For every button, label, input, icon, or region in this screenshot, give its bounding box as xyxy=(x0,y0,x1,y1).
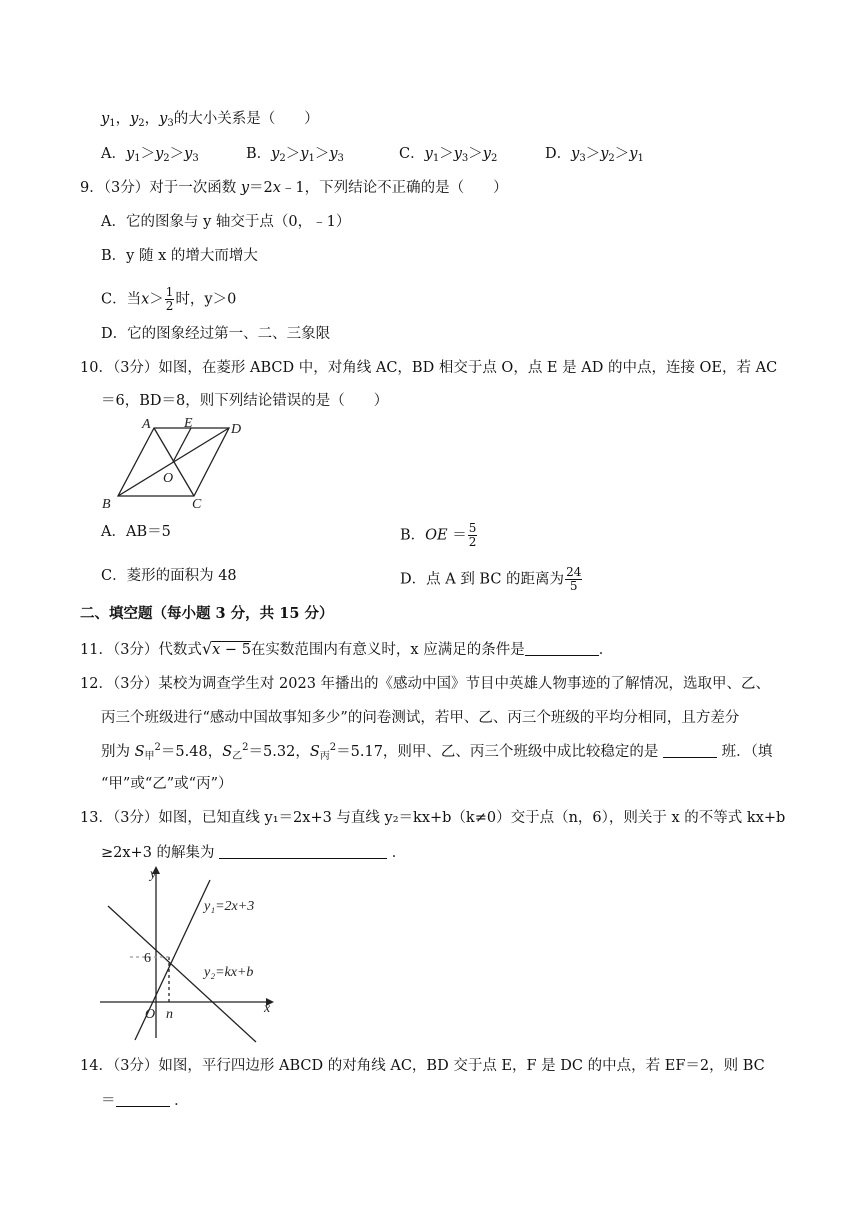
q14-line1: 14．（3分）如图，平行四边形 ABCD 的对角线 AC，BD 交于点 E，F 是 DC 的中点，若 EF＝2，则 BC xyxy=(80,1058,765,1074)
q10-option-d: D．点 A 到 BC 的距离为 $\frac{24}{5}$ xyxy=(400,565,582,593)
q8-option-d: D．$y_3>y_2>y_1$ xyxy=(545,146,644,164)
q10-line1: 10．（3分）如图，在菱形 ABCD 中，对角线 AC，BD 相交于点 O，点 E 是 AD 的中点，连接 OE，若 AC xyxy=(80,360,778,376)
q9-option-c: C．当x＞ $\frac{1}{2}$ 时，y＞0 xyxy=(101,285,237,313)
rhombus-figure xyxy=(100,416,250,512)
q13-line2: ≥2x+3 的解集为 ． xyxy=(101,845,407,861)
q9-stem: 9．（3分）对于一次函数 y＝2x﹣1，下列结论不正确的是（ ） xyxy=(80,180,508,196)
label-a: A xyxy=(142,417,151,432)
q10-option-a: A．AB＝5 xyxy=(101,524,171,540)
label-b: B xyxy=(102,497,111,512)
label-d: D xyxy=(231,422,242,437)
axis-y-label: y xyxy=(150,867,157,882)
q8-option-c: C．$y_1>y_3>y_2$ xyxy=(399,146,498,164)
section-title: 二、填空题（每小题 3 分，共 15 分） xyxy=(80,605,334,622)
q9-option-d: D．它的图象经过第一、二、三象限 xyxy=(101,326,331,342)
line-graph-figure xyxy=(100,866,282,1048)
q13-line1: 13．（3分）如图，已知直线 y₁＝2x+3 与直线 y₂＝kx+b（k≠0）交于点（n，6），则关于 x 的不等式 kx+b xyxy=(80,810,786,826)
label-c: C xyxy=(192,497,202,512)
q8-stem: $y_1$，$y_2$，$y_3$的大小关系是（ ） xyxy=(101,111,319,129)
line2-label: y₂=kx+b xyxy=(204,965,254,980)
q14-line2: ＝ ． xyxy=(101,1093,189,1109)
q10-option-c: C．菱形的面积为 48 xyxy=(101,568,237,584)
q10-line2: ＝6，BD＝8，则下列结论错误的是（ ） xyxy=(101,393,389,409)
tick-n: n xyxy=(166,1007,173,1022)
q12-line2: 丙三个班级进行“感动中国故事知多少”的问卷测试，若甲、乙、丙三个班级的平均分相同，且方差分 xyxy=(101,710,740,726)
axis-x-label: x xyxy=(264,1001,271,1016)
label-o: O xyxy=(163,471,174,486)
q8-option-b: B．$y_2>y_1>y_3$ xyxy=(246,146,344,164)
origin-label: O xyxy=(145,1007,156,1022)
q12-line4: “甲”或“乙”或“丙”） xyxy=(101,776,233,792)
line1-label: y₁=2x+3 xyxy=(204,899,255,914)
q10-option-b: B．OE ＝ $\frac{5}{2}$ xyxy=(400,521,477,549)
q12-line3: 别为 $S_甲^2=5.48$，$S_乙^2=5.32$，$S_丙^2=5.17$，则甲、乙、丙三个班级中成比较稳定的是 班．（填 xyxy=(101,742,773,762)
q12-line1: 12．（3分）某校为调查学生对 2023 年播出的《感动中国》节目中英雄人物事迹的了解情况，选取甲、乙、 xyxy=(80,676,771,692)
q11: 11．（3分）代数式√x − 5在实数范围内有意义时，x 应满足的条件是 ． xyxy=(80,639,614,658)
q8-option-a: A．$y_1>y_2>y_3$ xyxy=(101,146,199,164)
q9-option-b: B．y 随 x 的增大而增大 xyxy=(101,248,258,264)
q9-option-a: A．它的图象与 y 轴交于点（0，﹣1） xyxy=(101,214,351,230)
label-e: E xyxy=(184,416,193,431)
tick-six: 6 xyxy=(144,951,151,966)
